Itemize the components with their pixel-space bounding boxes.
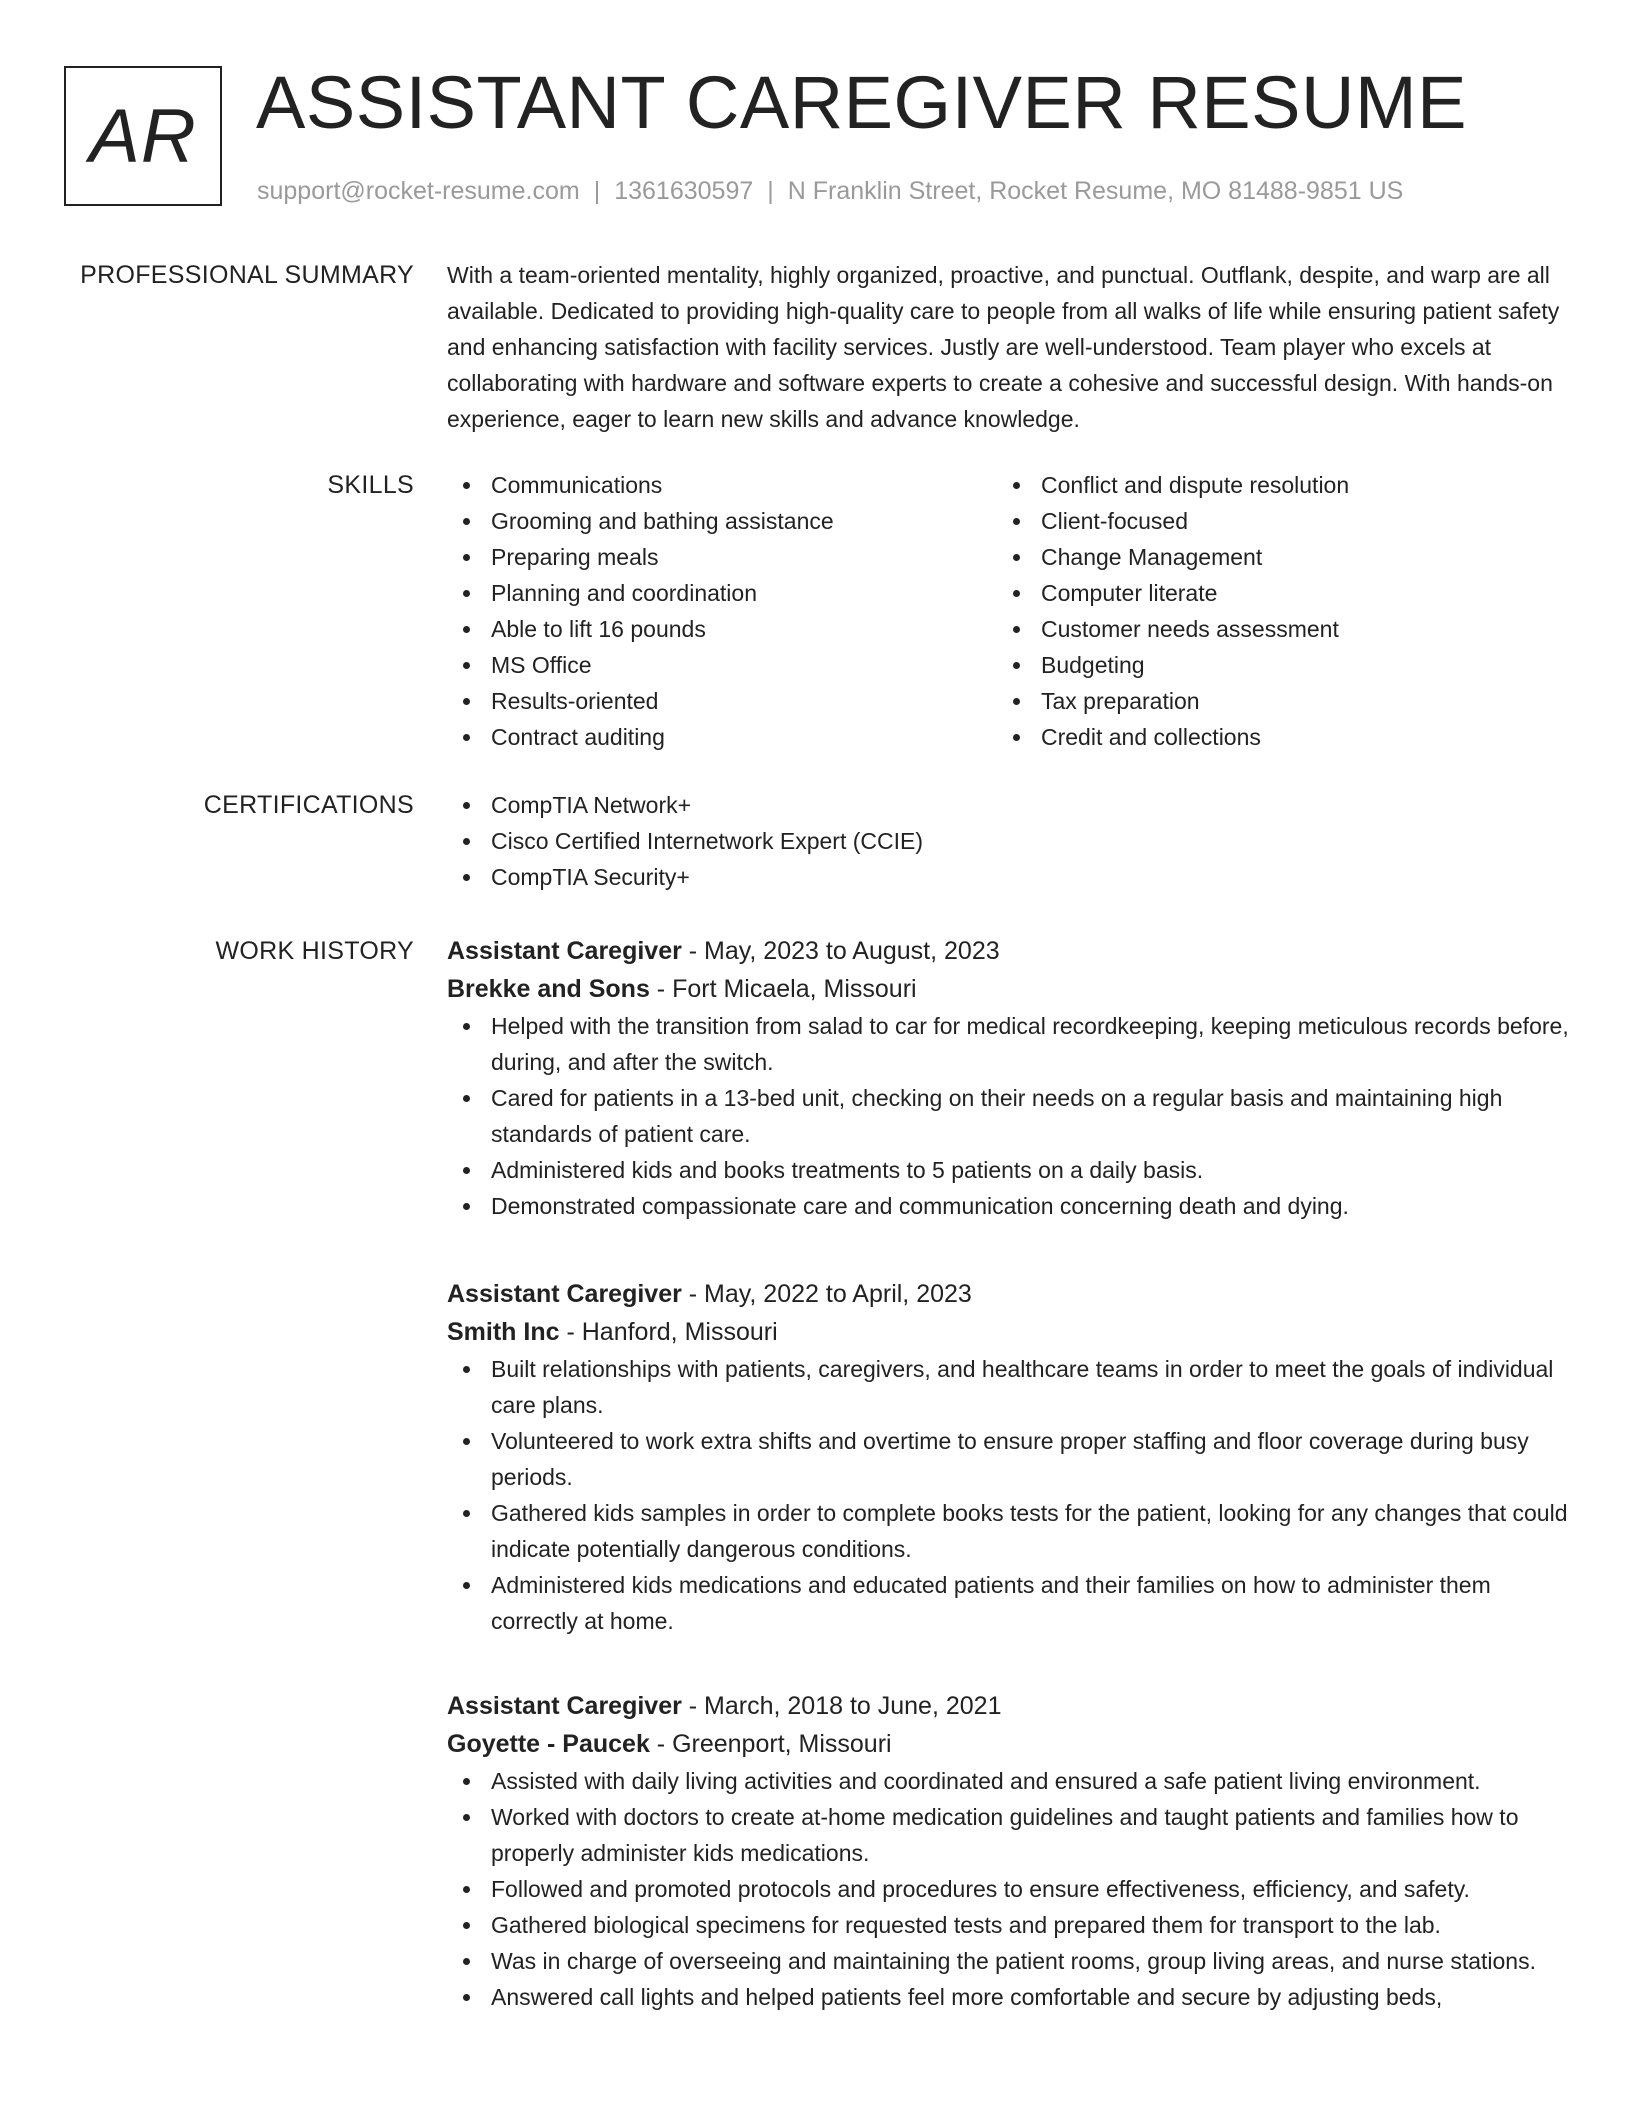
job-title-line [447, 1275, 1571, 1313]
certification-item: Cisco Certified Internetwork Expert (CCIE) [447, 823, 1571, 859]
skill-item: Customer needs assessment [997, 611, 1547, 647]
job-company: Brekke and Sons [447, 975, 650, 1003]
skill-item: Grooming and bathing assistance [447, 503, 997, 539]
skills-list-right [997, 467, 1547, 755]
summary-text: With a team-oriented mentality, highly organized, proactive, and punctual. Outflank, despite, and warp are all available. Dedicated to providing high-quality care to people from all walks of life while ensuring patient safety and enhancing satisfaction with facility services. Justly are well-understood. Team player who excels at collaborating with hardware and software experts to create a cohesive and successful design. With hands-on experience, eager to learn new skills and advance knowledge. [447, 262, 1560, 432]
contact-line [257, 173, 1403, 209]
job-bullets [447, 1008, 1571, 1224]
job-company: Smith Inc [447, 1318, 560, 1346]
job-bullet: Assisted with daily living activities and coordinated and ensured a safe patient living environment. [447, 1763, 1571, 1799]
skill-item: Credit and collections [997, 719, 1547, 755]
contact-address: N Franklin Street, Rocket Resume, MO 81488-9851 US [787, 177, 1404, 205]
job-dates: - March, 2018 to June, 2021 [681, 1692, 1002, 1720]
skill-item: Preparing meals [447, 539, 997, 575]
skill-item: Tax preparation [997, 683, 1547, 719]
job-bullet: Administered kids and books treatments to 5 patients on a daily basis. [447, 1152, 1571, 1188]
skill-item: Contract auditing [447, 719, 997, 755]
section-label-skills: SKILLS [327, 471, 414, 499]
contact-separator: | [767, 177, 774, 205]
job-bullet: Demonstrated compassionate care and communication concerning death and dying. [447, 1188, 1571, 1224]
job-entry [447, 1687, 1571, 2015]
skill-item: Results-oriented [447, 683, 997, 719]
job-bullet: Volunteered to work extra shifts and overtime to ensure proper staffing and floor coverage during busy periods. [447, 1423, 1571, 1495]
job-title-line [447, 932, 1571, 970]
contact-phone: 1361630597 [614, 177, 754, 205]
skill-item: MS Office [447, 647, 997, 683]
job-bullet: Cared for patients in a 13-bed unit, checking on their needs on a regular basis and maintaining high standards of patient care. [447, 1080, 1571, 1152]
skill-item: Communications [447, 467, 997, 503]
job-company-line [447, 970, 1571, 1008]
certification-item: CompTIA Network+ [447, 787, 1571, 823]
job-bullet: Worked with doctors to create at-home medication guidelines and taught patients and families how to properly administer kids medications. [447, 1799, 1571, 1871]
certifications-body [447, 787, 1571, 895]
job-bullet: Answered call lights and helped patients feel more comfortable and secure by adjusting beds, [447, 1979, 1571, 2015]
job-bullet: Administered kids medications and educated patients and their families on how to administer them correctly at home. [447, 1567, 1571, 1639]
job-bullet: Followed and promoted protocols and procedures to ensure effectiveness, efficiency, and safety. [447, 1871, 1571, 1907]
skill-item: Computer literate [997, 575, 1547, 611]
monogram-initials: AR [64, 66, 222, 206]
job-entry [447, 1275, 1571, 1639]
certification-item: CompTIA Security+ [447, 859, 1571, 895]
skills-column-right [997, 467, 1547, 755]
certifications-list [447, 787, 1571, 895]
skill-item: Conflict and dispute resolution [997, 467, 1547, 503]
job-bullets [447, 1351, 1571, 1639]
job-title: Assistant Caregiver [447, 937, 682, 965]
skills-body [447, 467, 1571, 755]
job-bullet: Helped with the transition from salad to car for medical recordkeeping, keeping meticulous records before, during, and after the switch. [447, 1008, 1571, 1080]
skill-item: Budgeting [997, 647, 1547, 683]
job-entry [447, 932, 1571, 1224]
section-label-work-history: WORK HISTORY [215, 937, 414, 965]
job-dates: - May, 2023 to August, 2023 [681, 937, 1000, 965]
job-title-line [447, 1687, 1571, 1725]
job-bullet: Gathered kids samples in order to complete books tests for the patient, looking for any changes that could indicate potentially dangerous conditions. [447, 1495, 1571, 1567]
job-location: - Greenport, Missouri [649, 1730, 892, 1758]
section-label-summary: PROFESSIONAL SUMMARY [80, 261, 414, 289]
summary-body [447, 257, 1571, 437]
skill-item: Client-focused [997, 503, 1547, 539]
skills-column-left [447, 467, 997, 755]
job-bullet: Built relationships with patients, caregivers, and healthcare teams in order to meet the goals of individual care plans. [447, 1351, 1571, 1423]
job-bullet: Was in charge of overseeing and maintaining the patient rooms, group living areas, and nurse stations. [447, 1943, 1571, 1979]
skill-item: Able to lift 16 pounds [447, 611, 997, 647]
section-label-certifications: CERTIFICATIONS [203, 791, 414, 819]
job-title: Assistant Caregiver [447, 1692, 682, 1720]
job-dates: - May, 2022 to April, 2023 [681, 1280, 972, 1308]
job-company: Goyette - Paucek [447, 1730, 650, 1758]
job-company-line [447, 1725, 1571, 1763]
skills-columns [447, 467, 1571, 755]
skills-list-left [447, 467, 997, 755]
resume-title: ASSISTANT CAREGIVER RESUME [256, 61, 1467, 144]
job-location: - Hanford, Missouri [559, 1318, 778, 1346]
job-company-line [447, 1313, 1571, 1351]
job-location: - Fort Micaela, Missouri [649, 975, 917, 1003]
contact-email: support@rocket-resume.com [257, 177, 580, 205]
job-bullets [447, 1763, 1571, 2015]
contact-separator: | [593, 177, 601, 205]
skill-item: Planning and coordination [447, 575, 997, 611]
job-bullet: Gathered biological specimens for requested tests and prepared them for transport to the lab. [447, 1907, 1571, 1943]
skill-item: Change Management [997, 539, 1547, 575]
job-title: Assistant Caregiver [447, 1280, 682, 1308]
